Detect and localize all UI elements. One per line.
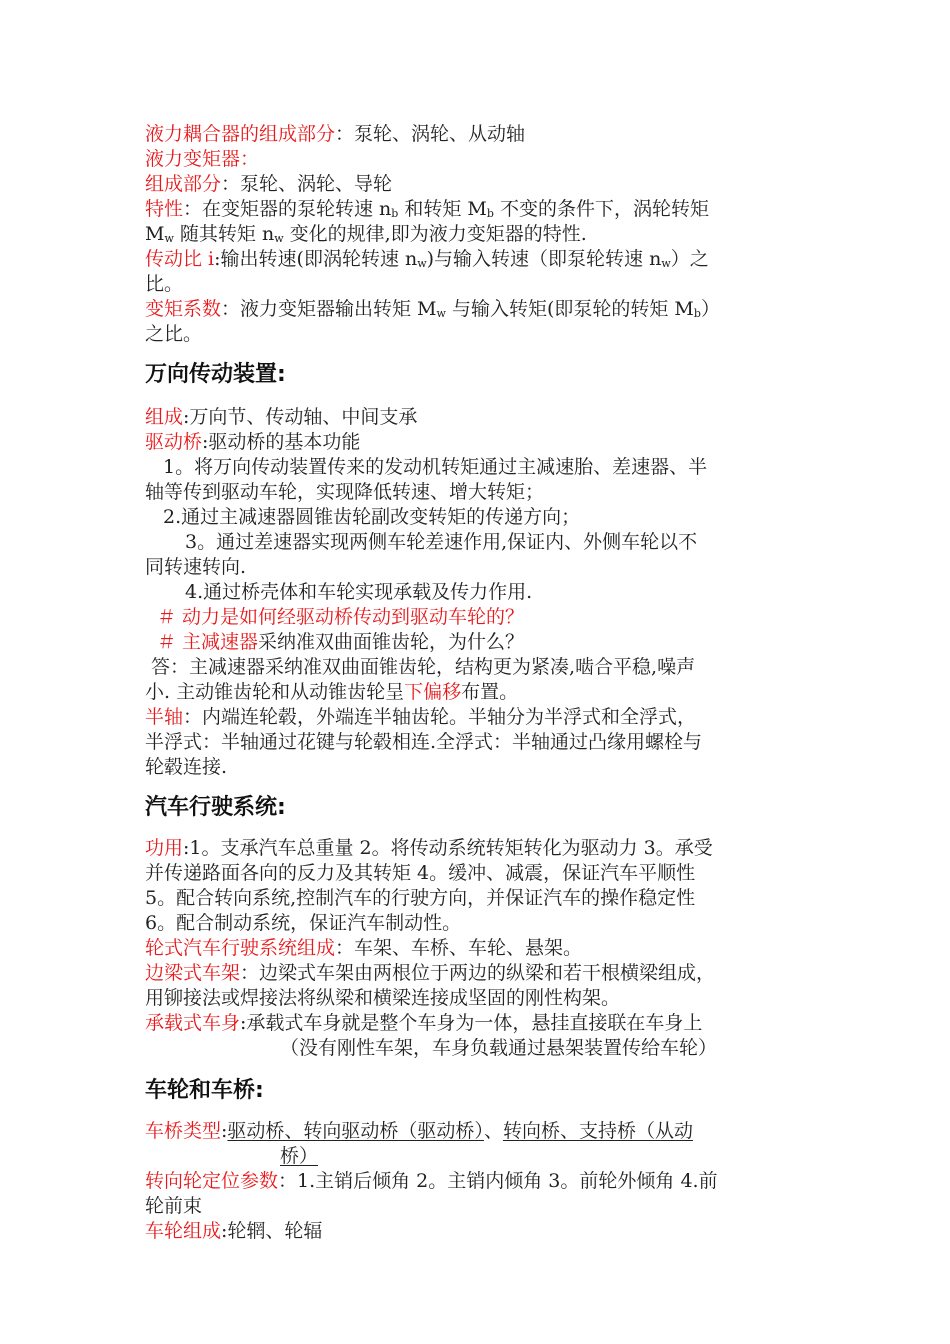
coef-text-d: 之比。: [145, 323, 203, 345]
wheel-comp-value: :轮辋、轮辐: [221, 1220, 323, 1242]
answer-line-1: 答：主减速器采纳准双曲面锥齿轮，结构更为紧凑,啮合平稳,噪声: [151, 656, 696, 678]
alignment-label: 转向轮定位参数: [145, 1170, 279, 1192]
axle-type-label: 车桥类型: [145, 1120, 222, 1142]
answer-line-2: [145, 680, 825, 705]
wheel-comp-line: [145, 1219, 825, 1244]
function-1-line-1: 1。将万向传动装置传来的发动机转矩通过主减速胎、差速器、半: [163, 456, 708, 478]
char-text-d: M: [145, 223, 165, 245]
coupling-line: [145, 122, 825, 147]
drive-axle-line: [145, 430, 825, 455]
coef-text-b: 与输入转矩(即泵轮的转矩 M: [445, 298, 694, 320]
s2-comp-line: [145, 405, 825, 430]
body-label: 承载式车身: [145, 1012, 241, 1034]
question-1: [145, 605, 825, 630]
ratio-text-b: )与输入转速（即泵轮转速 n: [426, 248, 662, 270]
function-2-line-1: 2.通过主减速器圆锥齿轮副改变转矩的传递方向；: [163, 506, 581, 528]
coupling-label: 液力耦合器的组成部分: [145, 123, 336, 145]
alignment-text-1: ：1.主销后倾角 2。主销内倾角 3。前轮外倾角 4.前: [278, 1170, 718, 1192]
section-heading-running-system: 汽车行驶系统:: [145, 795, 286, 820]
half-shaft-line-2: 半浮式：半轴通过花键与轮毂相连.全浮式：半轴通过凸缘用螺栓与: [145, 731, 703, 753]
section-heading-wheels-axles: 车轮和车桥:: [145, 1078, 264, 1103]
drive-axle-value: :驱动桥的基本功能: [202, 431, 361, 453]
func-line-2: 并传递路面各向的反力及其转矩 4。缓冲、减震，保证汽车平顺性: [145, 862, 696, 884]
coef-line-2: [145, 322, 825, 347]
char-label: 特性: [145, 198, 184, 220]
axle-type-text-c: 转向桥、支持桥（从动: [502, 1120, 693, 1142]
wheel-comp-label: 车轮组成: [145, 1220, 222, 1242]
func-line-3: 5。配合转向系统,控制汽车的行驶方向，并保证汽车的操作稳定性: [145, 887, 696, 909]
s2-comp-value: :万向节、传动轴、中间支承: [183, 406, 418, 428]
char-sub-b2: b: [486, 207, 494, 220]
converter-heading: 液力变矩器：: [145, 148, 260, 170]
half-shaft-line-3: 轮毂连接.: [145, 756, 228, 778]
char-text-f: 变化的规律,即为液力变矩器的特性.: [283, 223, 587, 245]
comp-value: 泵轮、涡轮、导轮: [240, 173, 393, 195]
frame-line-2: 用铆接法或焊接法将纵梁和横梁连接成坚固的刚性构架。: [145, 987, 621, 1009]
char-sub-b: b: [391, 207, 399, 220]
question-2-red: ＃ 主减速器: [157, 631, 259, 653]
frame-label: 边梁式车架: [145, 962, 241, 984]
section-heading-universal-joint: 万向传动装置:: [145, 362, 286, 387]
function-1-line-2: 轴等传到驱动车轮，实现降低转速、增大转矩；: [145, 481, 545, 503]
ratio-text-d: 比。: [145, 273, 184, 295]
char-line-1: [145, 197, 825, 222]
func-line-4: 6。配合制动系统，保证汽车制动性。: [145, 912, 462, 934]
question-2: [145, 630, 825, 655]
comp-line: [145, 172, 825, 197]
axle-type-line-2: [145, 1144, 825, 1169]
function-3-line-1: 3。通过差速器实现两侧车轮差速作用,保证内、外侧车轮以不: [185, 531, 698, 553]
half-shaft-label: 半轴: [145, 706, 184, 728]
ratio-label: 传动比 i: [145, 248, 215, 270]
question-1-text: ＃ 动力是如何经驱动桥传动到驱动车轮的？: [157, 606, 525, 628]
ratio-sub-w: w: [417, 257, 427, 270]
coef-line-1: [145, 297, 825, 322]
char-text-a: ：在变矩器的泵轮转速 n: [183, 198, 392, 220]
body-text-1: :承载式车身就是整个车身为一体，悬挂直接联在车身上: [240, 1012, 703, 1034]
axle-type-sep: 、: [483, 1120, 503, 1142]
coupling-sep: ：: [335, 123, 355, 145]
ratio-text-c: ）之: [670, 248, 709, 270]
answer-text-a: 小. 主动锥齿轮和从动锥齿轮呈: [145, 681, 405, 703]
coef-sub-w: w: [436, 307, 446, 320]
function-4-line-1: 4.通过桥壳体和车轮实现承载及传力作用.: [185, 581, 533, 603]
char-text-e: 随其转矩 n: [173, 223, 275, 245]
drive-axle-label: 驱动桥: [145, 431, 203, 453]
wheel-system-line: [145, 936, 825, 961]
function-3-line-2: 同转速转向.: [145, 556, 247, 578]
answer-text-b: 布置。: [461, 681, 519, 703]
axle-type-line-1: [145, 1119, 825, 1144]
wheel-system-label: 轮式汽车行驶系统组成: [145, 937, 336, 959]
func-label: 功用: [145, 837, 184, 859]
axle-type-text-d: 桥）: [280, 1145, 319, 1167]
body-line-1: [145, 1011, 825, 1036]
ratio-line-2: [145, 272, 825, 297]
body-line-2: （没有刚性车架，车身负载通过悬架装置传给车轮）: [280, 1037, 718, 1059]
func-text-1: :1。支承汽车总重量 2。将传动系统转矩转化为驱动力 3。承受: [183, 837, 713, 859]
char-text-c: 不变的条件下，涡轮转矩: [493, 198, 709, 220]
char-sub-w: w: [164, 232, 174, 245]
document-page: [145, 122, 825, 1244]
ratio-sub-w2: w: [661, 257, 671, 270]
half-shaft-line-1: [145, 705, 825, 730]
comp-sep: ：: [221, 173, 241, 195]
coupling-value: 泵轮、涡轮、从动轴: [354, 123, 526, 145]
coef-label: 变矩系数: [145, 298, 222, 320]
coef-text-c: ）: [700, 298, 720, 320]
alignment-line-2: 轮前束: [145, 1195, 203, 1217]
char-sub-w2: w: [274, 232, 284, 245]
half-shaft-text-1: ：内端连轮毂，外端连半轴齿轮。半轴分为半浮式和全浮式，: [183, 706, 697, 728]
comp-label: 组成部分: [145, 173, 222, 195]
frame-line-1: [145, 961, 825, 986]
func-line-1: [145, 836, 825, 861]
axle-type-text-a: 驱动桥、转向驱动桥（驱动桥）: [227, 1120, 484, 1142]
axle-type-colon: :: [221, 1120, 228, 1142]
question-2-rest: 采纳准双曲面锥齿轮，为什么？: [258, 631, 525, 653]
coef-sub-b: b: [693, 307, 701, 320]
frame-text-1: ：边梁式车架由两根位于两边的纵梁和若干根横梁组成，: [240, 962, 716, 984]
wheel-system-value: ：车架、车桥、车轮、悬架。: [335, 937, 583, 959]
converter-heading-line: [145, 147, 825, 172]
s2-comp-label: 组成: [145, 406, 184, 428]
alignment-line-1: [145, 1169, 825, 1194]
ratio-text-a: :输出转速(即涡轮转速 n: [214, 248, 418, 270]
char-line-2: [145, 222, 825, 247]
answer-red-term: 下偏移: [404, 681, 462, 703]
char-text-b: 和转矩 M: [398, 198, 487, 220]
ratio-line-1: [145, 247, 825, 272]
coef-text-a: ：液力变矩器输出转矩 M: [221, 298, 437, 320]
